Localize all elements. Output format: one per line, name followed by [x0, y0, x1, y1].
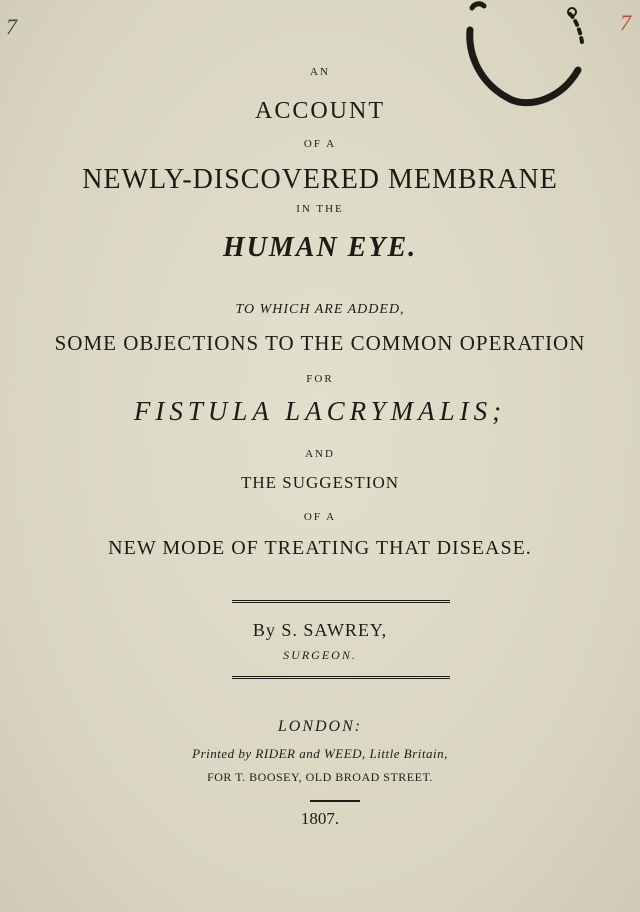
imprint-city: LONDON:: [277, 718, 363, 735]
imprint-printed-by: Printed by RIDER and WEED, Little Britain,: [192, 746, 448, 761]
subtitle-to-which: TO WHICH ARE ADDED,: [235, 302, 405, 317]
margin-mark-left: 7: [6, 14, 17, 39]
subtitle-of-a: OF A: [303, 511, 337, 523]
subtitle-suggestion: THE SUGGESTION: [240, 473, 400, 492]
title-an: AN: [310, 66, 330, 78]
title-in-the: IN THE: [296, 203, 344, 215]
title-human-eye: HUMAN EYE.: [222, 232, 418, 263]
subtitle-for: FOR: [306, 373, 334, 385]
subtitle-fistula: FISTULA LACRYMALIS;: [133, 396, 507, 426]
subtitle-objections: SOME OBJECTIONS TO THE COMMON OPERATION: [54, 331, 586, 355]
imprint-year: 1807.: [300, 809, 340, 828]
imprint-publisher: FOR T. BOOSEY, OLD BROAD STREET.: [207, 770, 433, 784]
rule-upper: [232, 600, 450, 603]
title-of-a: OF A: [303, 138, 337, 150]
title-account: ACCOUNT: [254, 98, 385, 124]
library-stamp-icon: [452, 0, 592, 110]
subtitle-and: AND: [305, 448, 335, 460]
rule-year: [310, 800, 360, 802]
author-byline: By S. SAWREY,: [252, 620, 388, 640]
rule-lower: [232, 676, 450, 679]
author-role: SURGEON.: [283, 648, 357, 662]
margin-mark-right: 7: [620, 10, 631, 35]
subtitle-new-mode: NEW MODE OF TREATING THAT DISEASE.: [108, 537, 532, 559]
title-newly-discovered: NEWLY-DISCOVERED MEMBRANE: [82, 164, 558, 195]
